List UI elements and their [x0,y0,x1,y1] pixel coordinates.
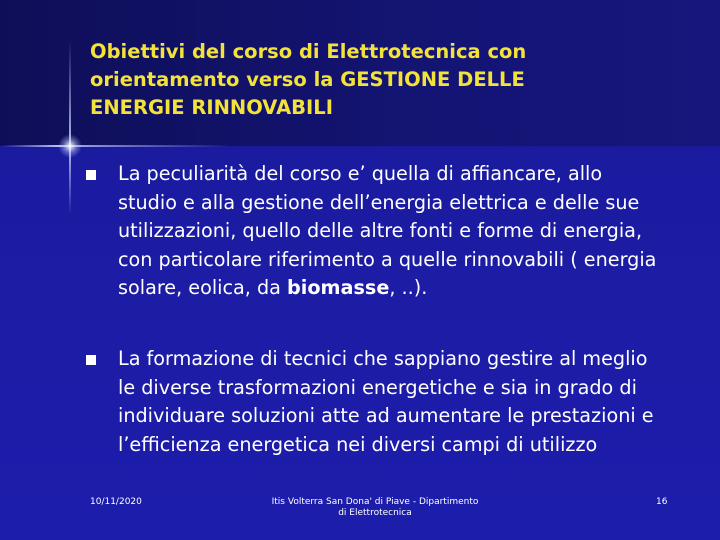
bullet-line: l’efficienza energetica nei diversi campi di utilizzo [118,432,598,456]
title-line: orientamento verso la GESTIONE DELLE [90,68,525,91]
bullet-line: La peculiarità del corso e’ quella di affiancare, allo [118,162,603,185]
footer-institution-line: di Elettrotecnica [338,508,412,518]
sparkle-horizontal-line [0,145,230,147]
page-number: 16 [656,497,668,507]
bullet-line: studio e alla gestione dell’energia elettrica e delle sue [118,190,640,214]
bullet-square-icon [86,170,96,180]
bullet-line-text: , ..). [389,276,428,299]
footer-institution [250,497,500,519]
bullet-line: con particolare riferimento a quelle rinnovabili ( energia [118,247,657,271]
sparkle-vertical-line [69,40,71,215]
bullet-square-icon [86,355,96,365]
bullet-text [118,160,713,303]
sparkle-star-icon [58,134,82,158]
title-line: ENERGIE RINNOVABILI [90,96,333,119]
slide-title [90,38,650,122]
bold-keyword: biomasse [287,276,390,299]
bullet-line: utilizzazioni, quello delle altre fonti e forme di energia, [118,219,643,242]
title-line: Obiettivi del corso di Elettrotecnica con [90,40,527,63]
bullet-line: La formazione di tecnici che sappiano gestire al meglio [118,347,648,370]
bullet-line: individuare soluzioni atte ad aumentare le prestazioni e [118,404,654,427]
bullet-line-text: solare, eolica, da [118,276,288,299]
footer-institution-line: Itis Volterra San Dona' di Piave - Dipartimento [271,497,479,507]
bullet-text [118,345,713,459]
bullet-line [118,274,713,303]
bullet-line: le diverse trasformazioni energetiche e sia in grado di [118,375,637,399]
footer-date: 10/11/2020 [90,497,142,507]
